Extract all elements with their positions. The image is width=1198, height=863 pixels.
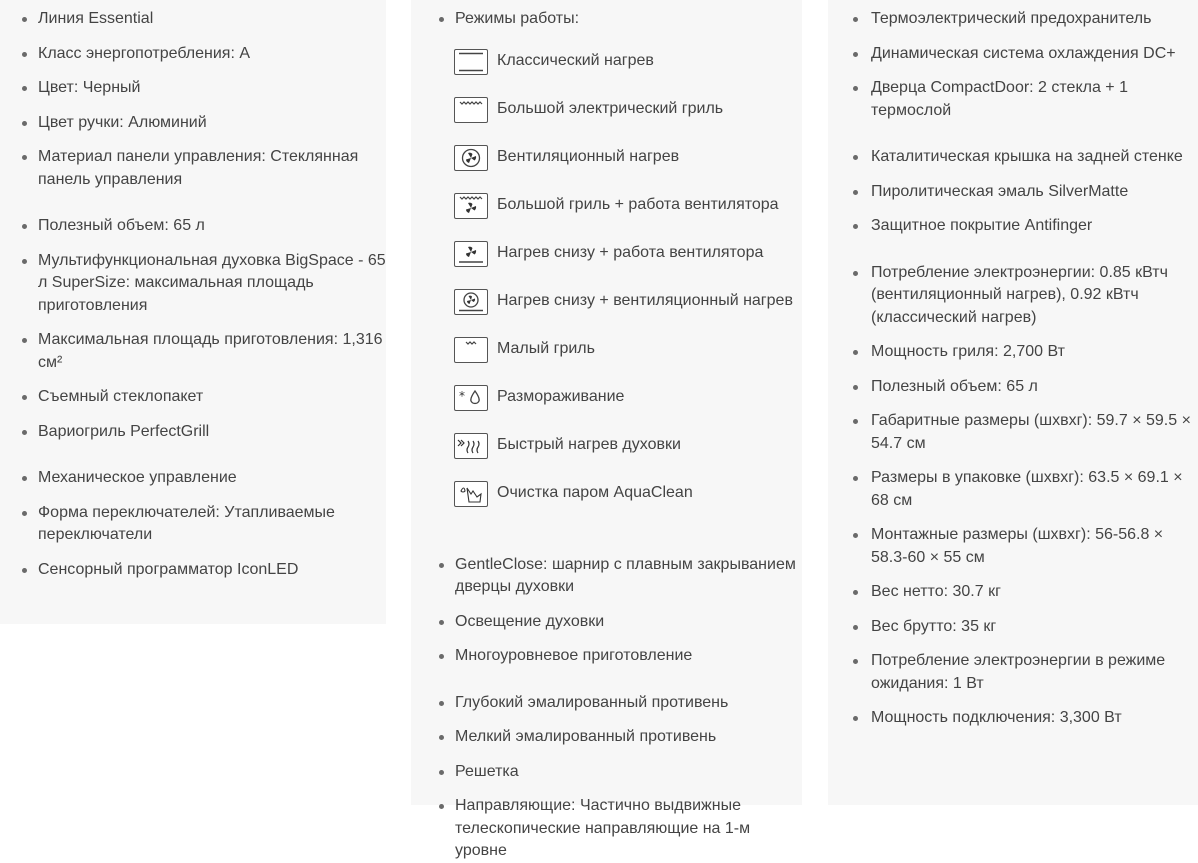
small-grill-icon xyxy=(454,337,488,363)
bullet-icon xyxy=(22,568,27,573)
bullet-icon xyxy=(853,716,858,721)
spec-text: Вес брутто: 35 кг xyxy=(871,617,997,635)
spec-text: Потребление электроэнергии: 0.85 кВтч (вентиляционный нагрев), 0.92 кВтч (классический нагрев) xyxy=(871,263,1168,326)
spec-text: Габаритные размеры (шхвхг): 59.7 × 59.5 × 54.7 см xyxy=(871,412,1191,452)
list-item xyxy=(439,761,802,784)
bullet-icon xyxy=(853,385,858,390)
bullet-icon xyxy=(853,625,858,630)
bullet-icon xyxy=(853,190,858,195)
bullet-icon xyxy=(853,224,858,229)
bullet-icon xyxy=(22,511,27,516)
spec-column-2 xyxy=(411,0,802,859)
spec-text: Мощность гриля: 2,700 Вт xyxy=(871,343,1065,360)
mode-item xyxy=(454,92,802,128)
bullet-icon xyxy=(439,735,444,740)
spec-text: Полезный объем: 65 л xyxy=(38,217,205,234)
list-item xyxy=(853,467,1198,512)
list-item-modes xyxy=(439,8,802,512)
mode-item xyxy=(454,140,802,176)
spec-text: Цвет: Черный xyxy=(38,79,141,96)
spec-text: Размеры в упаковке (шхвхг): 63.5 × 69.1 × 68 см xyxy=(871,469,1183,509)
bullet-icon xyxy=(439,620,444,625)
spec-text: Дверца CompactDoor: 2 стекла + 1 термослой xyxy=(871,79,1128,119)
spec-text: Потребление электроэнергии в режиме ожидания: 1 Вт xyxy=(871,652,1166,692)
list-item xyxy=(853,215,1198,238)
mode-label: Малый гриль xyxy=(497,340,595,358)
list-item xyxy=(853,707,1198,730)
mode-item xyxy=(454,284,802,320)
mode-item xyxy=(454,428,802,464)
grill-fan-icon xyxy=(454,193,488,219)
list-item xyxy=(853,43,1198,66)
list-item xyxy=(853,410,1198,455)
list-item xyxy=(439,726,802,749)
list-item xyxy=(22,43,386,66)
mode-item xyxy=(454,476,802,512)
spec-text: Многоуровневое приготовление xyxy=(455,647,693,664)
list-item xyxy=(853,524,1198,569)
spec-text: Вес нетто: 30.7 кг xyxy=(871,583,1001,600)
mode-label: Классический нагрев xyxy=(497,52,654,70)
bullet-icon xyxy=(853,17,858,22)
spec-column-3 xyxy=(828,0,1198,805)
list-item xyxy=(853,8,1198,31)
fan-heating-icon xyxy=(454,145,488,171)
bullet-icon xyxy=(853,590,858,595)
svg-text:*: * xyxy=(459,388,465,403)
spec-list-3 xyxy=(828,0,1198,730)
mode-label: Большой электрический гриль xyxy=(497,100,724,118)
spec-text: Мощность подключения: 3,300 Вт xyxy=(871,709,1122,726)
list-item xyxy=(853,341,1198,364)
list-item xyxy=(853,376,1198,399)
spec-text: Максимальная площадь приготовления: 1,316 см² xyxy=(38,331,383,371)
spec-text: Направляющие: Частично выдвижные телескопические направляющие на 1-м уровне xyxy=(455,797,751,859)
spec-list-2 xyxy=(411,0,802,863)
bullet-icon xyxy=(853,52,858,57)
bullet-icon xyxy=(22,259,27,264)
mode-label: Нагрев снизу + работа вентилятора xyxy=(497,244,764,262)
fast-heat-icon xyxy=(454,433,488,459)
spec-text: Цвет ручки: Алюминий xyxy=(38,113,207,131)
mode-item xyxy=(454,332,802,368)
list-item xyxy=(439,554,802,599)
spec-text: Форма переключателей: Утапливаемые переключатели xyxy=(38,503,335,543)
steam-clean-icon xyxy=(454,481,488,507)
spec-text: Сенсорный программатор IconLED xyxy=(38,560,299,578)
bullet-icon xyxy=(439,17,444,22)
spec-text: Освещение духовки xyxy=(455,612,605,630)
list-item xyxy=(853,146,1198,169)
spec-list-1 xyxy=(0,0,386,581)
defrost-icon xyxy=(454,385,488,411)
mode-label: Размораживание xyxy=(497,388,625,406)
list-item xyxy=(22,421,386,444)
spec-text: Механическое управление xyxy=(38,469,237,486)
spec-text: Защитное покрытие Antifinger xyxy=(871,217,1093,234)
list-item xyxy=(439,692,802,715)
spec-text: Линия Essential xyxy=(38,10,154,27)
spec-text: Полезный объем: 65 л xyxy=(871,377,1038,395)
mode-item xyxy=(454,380,802,416)
spec-text: Монтажные размеры (шхвхг): 56-56.8 × 58.3-60 × 55 см xyxy=(871,526,1164,566)
bullet-icon xyxy=(853,659,858,664)
bullet-icon xyxy=(439,563,444,568)
bullet-icon xyxy=(853,533,858,538)
spec-text: Материал панели управления: Стеклянная панель управления xyxy=(38,148,359,188)
list-item xyxy=(853,650,1198,695)
list-item xyxy=(22,146,386,191)
bullet-icon xyxy=(22,86,27,91)
mode-label: Вентиляционный нагрев xyxy=(497,148,680,166)
list-item xyxy=(22,250,386,318)
bullet-icon xyxy=(853,350,858,355)
list-item xyxy=(853,616,1198,639)
spec-text: Глубокий эмалированный противень xyxy=(455,693,729,711)
bullet-icon xyxy=(22,476,27,481)
bullet-icon xyxy=(22,224,27,229)
list-item xyxy=(439,611,802,634)
bullet-icon xyxy=(22,17,27,22)
bullet-icon xyxy=(22,52,27,57)
bullet-icon xyxy=(853,476,858,481)
spec-text: Пиролитическая эмаль SilverMatte xyxy=(871,182,1129,200)
mode-item xyxy=(454,188,802,224)
spec-text: Решетка xyxy=(455,762,519,780)
list-item xyxy=(22,77,386,100)
list-item xyxy=(22,215,386,238)
bullet-icon xyxy=(22,155,27,160)
large-grill-icon xyxy=(454,97,488,123)
spec-text: Каталитическая крышка на задней стенке xyxy=(871,148,1183,165)
spec-text: Динамическая система охлаждения DC+ xyxy=(871,44,1176,62)
modes-title: Режимы работы: xyxy=(455,10,580,27)
spec-text: Мелкий эмалированный противень xyxy=(455,728,717,745)
bullet-icon xyxy=(439,701,444,706)
bullet-icon xyxy=(439,654,444,659)
list-item xyxy=(853,181,1198,204)
mode-label: Очистка паром AquaClean xyxy=(497,484,693,502)
list-item xyxy=(853,581,1198,604)
spec-text: GentleClose: шарнир с плавным закрыванием дверцы духовки xyxy=(455,555,796,595)
bullet-icon xyxy=(853,419,858,424)
modes-list xyxy=(439,36,802,512)
spec-text: Вариогриль PerfectGrill xyxy=(38,422,210,440)
mode-label: Нагрев снизу + вентиляционный нагрев xyxy=(497,292,793,310)
list-item xyxy=(439,645,802,668)
mode-item xyxy=(454,236,802,272)
mode-item xyxy=(454,44,802,80)
list-item xyxy=(439,795,802,863)
mode-label: Большой гриль + работа вентилятора xyxy=(497,196,779,214)
mode-label: Быстрый нагрев духовки xyxy=(497,436,681,454)
list-item xyxy=(22,467,386,490)
bottom-heat-fan-icon xyxy=(454,241,488,267)
list-item xyxy=(22,386,386,409)
list-item xyxy=(22,329,386,374)
bullet-icon xyxy=(22,121,27,126)
list-item xyxy=(22,502,386,547)
classic-heating-icon xyxy=(454,49,488,75)
bullet-icon xyxy=(22,395,27,400)
spec-text: Съемный стеклопакет xyxy=(38,388,204,405)
bottom-heat-ring-fan-icon xyxy=(454,289,488,315)
bullet-icon xyxy=(853,271,858,276)
list-item xyxy=(853,262,1198,330)
bullet-icon xyxy=(22,338,27,343)
bullet-icon xyxy=(22,430,27,435)
spec-text: Термоэлектрический предохранитель xyxy=(871,10,1152,27)
spec-column-1 xyxy=(0,0,386,624)
list-item xyxy=(22,559,386,582)
list-item xyxy=(22,8,386,31)
bullet-icon xyxy=(853,155,858,160)
spec-text: Мультифункциональная духовка BigSpace - 65 л SuperSize: максимальная площадь приготовления xyxy=(38,251,386,314)
list-item xyxy=(853,77,1198,122)
bullet-icon xyxy=(439,770,444,775)
list-item xyxy=(22,112,386,135)
spec-text: Класс энергопотребления: A xyxy=(38,44,251,62)
bullet-icon xyxy=(853,86,858,91)
